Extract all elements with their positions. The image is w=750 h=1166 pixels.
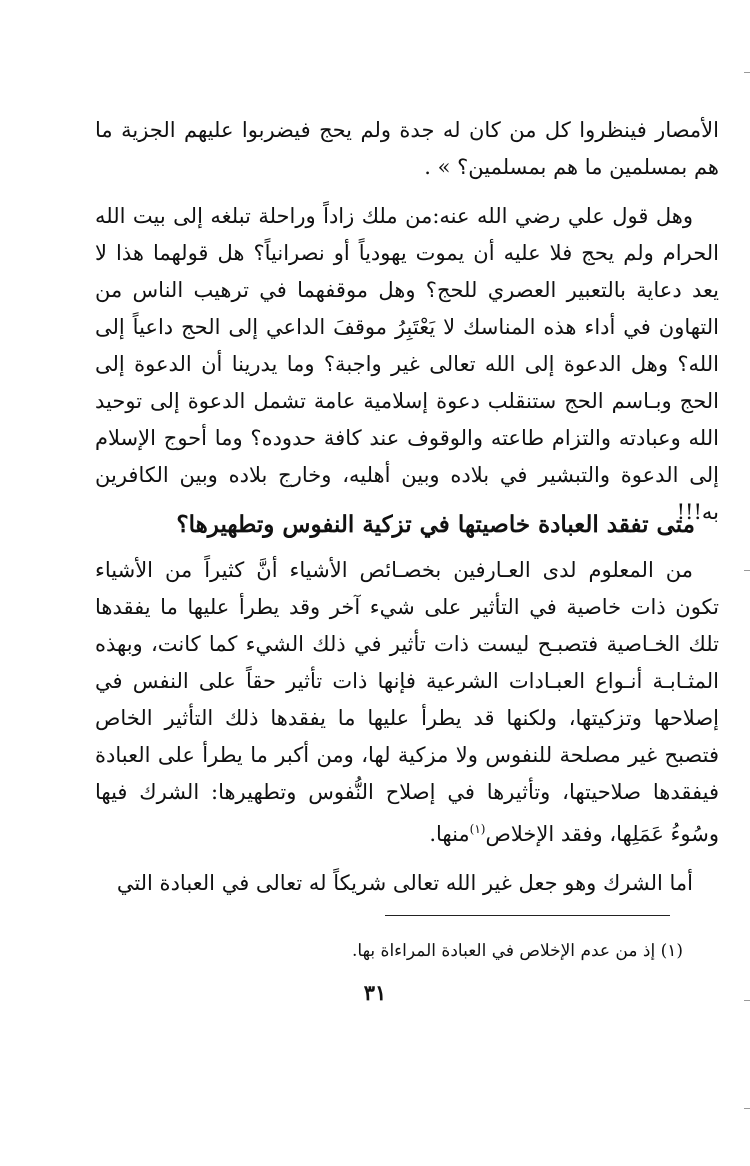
footnote: (١) إذ من عدم الإخلاص في العبادة المراءاة بها. <box>352 941 683 961</box>
paragraph-worship-properties <box>95 552 719 853</box>
scan-mark <box>744 570 750 571</box>
section-heading: متى تفقد العبادة خاصيتها في تزكية النفوس وتطهيرها؟ <box>176 511 695 538</box>
paragraph-continuation: الأمصار فينظروا كل من كان له جدة ولم يحج فيضربوا عليهم الجزية ما هم بمسلمين ما هم بمسلمين؟ » . <box>95 118 719 179</box>
paragraph-ali-quote: وهل قول علي رضي الله عنه:من ملك زاداً وراحلة تبلغه إلى بيت الله الحرام ولم يحج فلا عليه أن يموت يهودياً أو نصرانياً؟ هل قولهما هذا لا يعد دعاية بالتعبير العصري للحج؟ وهل موقفهما في ترهيب الناس من التهاون في أداء هذه المناسك لا يَعْتَبِرُ موقفَ الداعي إلى الحج داعياً إلى الله؟ وهل الدعوة إلى الله تعالى غير واجبة؟ وما يدرينا أن الدعوة إلى الحج وبـاسم الحج ستنقلب دعوة إسلامية عامة تشمل الدعوة إلى توحيد الله وعبادته والتزام طاعته والوقوف عند كافة حدوده؟ وما أحوج الإسلام إلى الدعوة والتبشير في بلاده وبين أهليه، وخارج بلاده وبين الكافرين به!!! <box>95 204 719 524</box>
page-number: ٣١ <box>363 980 387 1005</box>
scan-mark <box>744 1108 750 1109</box>
footnote-reference: (١) <box>469 822 486 836</box>
scan-mark <box>744 1000 750 1001</box>
scan-mark <box>744 72 750 73</box>
paragraph-text-end: منها. <box>429 822 470 846</box>
paragraph-shirk: أما الشرك وهو جعل غير الله تعالى شريكاً له تعالى في العبادة التي <box>116 871 693 895</box>
main-text-lower <box>95 552 719 902</box>
paragraph-text: من المعلوم لدى العـارفين بخصـائص الأشياء أنَّ كثيراً من الأشياء تكون ذات خاصية في التأثير على شيء آخر وقد يطرأ عليها ما يفقدها تلك الخـاصية فتصبـح ليست ذات تأثير في ذلك الشيء كما كانت، وبهذه المثـابـة أنـواع العبـادات الشرعية فإنها ذات تأثير حقاً على النفس في إصلاحها وتزكيتها، ولكنها قد يطرأ عليها ما يفقدها ذلك التأثير الخاص فتصبح غير مصلحة للنفوس ولا مزكية لها، ومن أكبر ما يطرأ على العبادة فيفقدها صلاحيتها، وتأثيرها في إصلاح النُّفوس وتطهيرها: الشرك فيها وسُوءُ عَمَلِها، وفقد الإخلاص <box>95 558 719 846</box>
main-text-upper <box>95 112 719 531</box>
footnote-divider <box>385 915 670 916</box>
